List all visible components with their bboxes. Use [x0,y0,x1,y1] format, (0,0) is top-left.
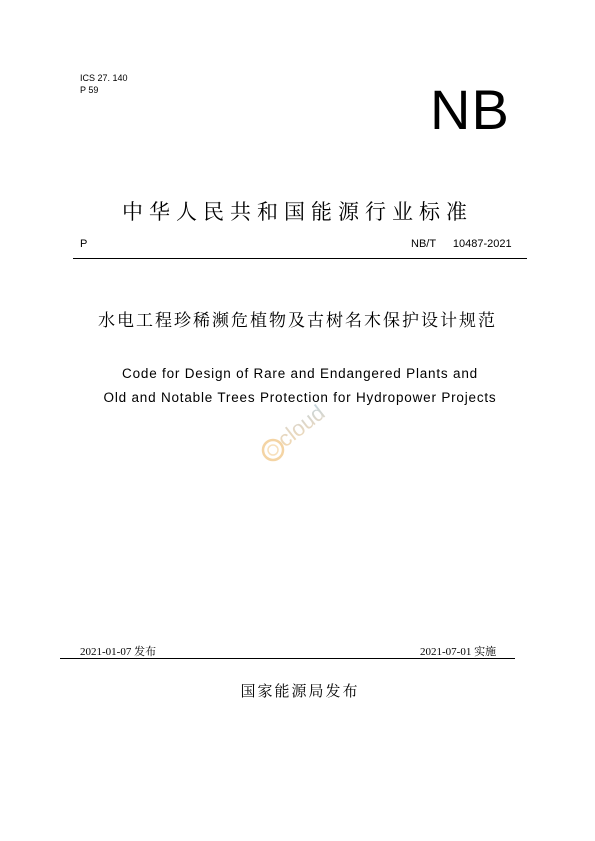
svg-text:cloud: cloud [272,400,330,452]
ics-code: ICS 27. 140 [80,73,128,83]
document-title-en-line1: Code for Design of Rare and Endangered Plants and [122,366,478,381]
classification-letter: P [80,238,88,250]
implementation-date: 2021-07-01 实施 [420,646,497,658]
issuing-authority: 国家能源局发布 [240,682,360,700]
standard-type-title: 中华人民共和国能源行业标准 [122,200,473,224]
ics-ccs-codes [80,72,128,96]
header-divider [73,258,527,259]
standard-code: NB/T 10487-2021 [411,238,512,250]
issue-date: 2021-01-07 发布 [80,646,157,658]
footer-divider [60,658,515,659]
document-title-en-line2: Old and Notable Trees Protection for Hydropower Projects [103,390,497,405]
ccs-code: P 59 [80,85,99,95]
watermark-logo [255,400,355,470]
standard-logo: NB [430,78,510,141]
document-title-cn: 水电工程珍稀濒危植物及古树名木保护设计规范 [98,311,497,331]
